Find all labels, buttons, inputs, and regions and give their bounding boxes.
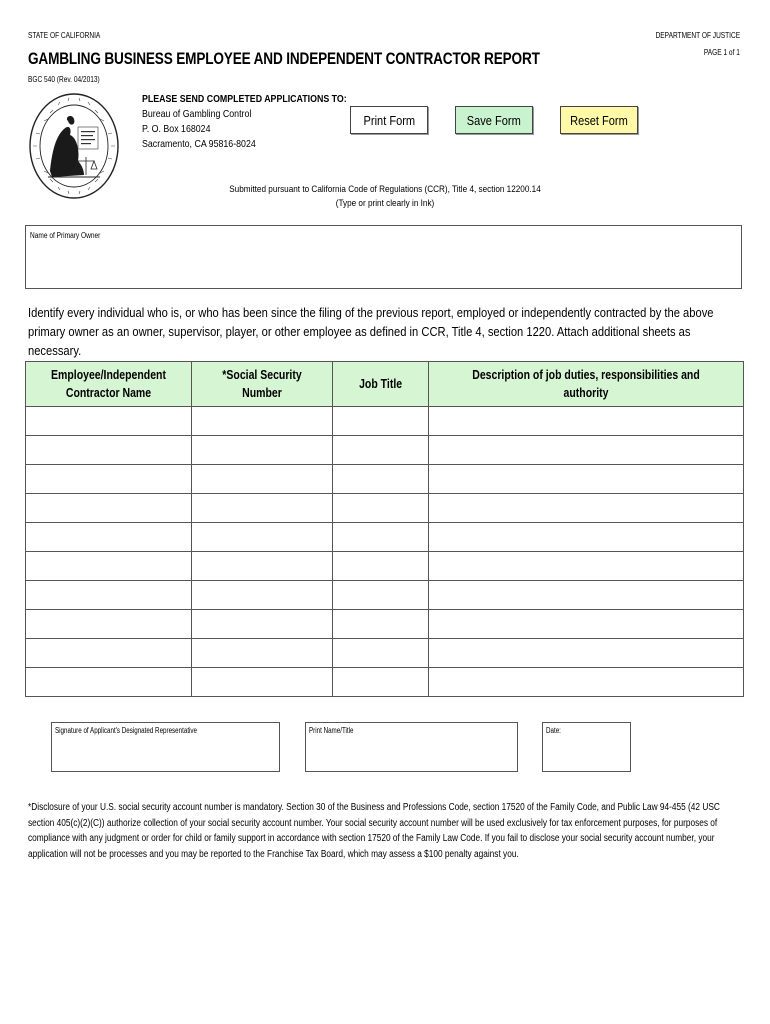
description-cell[interactable]	[429, 581, 744, 610]
description-cell[interactable]	[429, 436, 744, 465]
table-row	[26, 494, 744, 523]
date-field[interactable]	[542, 722, 631, 772]
name-cell[interactable]	[26, 494, 192, 523]
description-cell[interactable]	[429, 639, 744, 668]
ssn-cell[interactable]	[192, 465, 333, 494]
mailing-line-3: Sacramento, CA 95816-8024	[142, 138, 256, 150]
job-title-cell[interactable]	[333, 668, 429, 697]
ssn-disclosure-text: *Disclosure of your U.S. social security account number is mandatory. Section 30 of the Business and Professions Code, section 17520 of the Family Code, and Public Law 94-455 (42 USC section 405(c)(2)(C)) authorize collection of your social security account number. Your social security account number will be used exclusively for tax enforcement purposes, for purposes of compliance with any judgment or order for child or family support in accordance with section 17520 of the Family Law Code. If you fail to disclose your social security account number, your application will not be processes and you may be reported to the Franchise Tax Board, which may assess a $100 penalty against you.	[28, 802, 720, 860]
table-header-row	[26, 362, 744, 407]
name-cell[interactable]	[26, 465, 192, 494]
save-form-label: Save Form	[466, 112, 522, 128]
pursuant-line-2: (Type or print clearly in Ink)	[335, 198, 435, 209]
name-cell[interactable]	[26, 610, 192, 639]
print-form-label: Print Form	[363, 112, 415, 128]
table-row	[26, 610, 744, 639]
description-cell[interactable]	[429, 465, 744, 494]
reset-form-button[interactable]	[560, 106, 638, 134]
column-header-description: Description of job duties, responsibilities and authority	[429, 362, 744, 407]
ssn-cell[interactable]	[192, 436, 333, 465]
name-cell[interactable]	[26, 523, 192, 552]
table-row	[26, 581, 744, 610]
state-label: STATE OF CALIFORNIA	[28, 31, 101, 40]
column-header-job-title: Job Title	[333, 362, 429, 407]
ssn-cell[interactable]	[192, 639, 333, 668]
ssn-cell[interactable]	[192, 407, 333, 436]
job-title-cell[interactable]	[333, 581, 429, 610]
job-title-cell[interactable]	[333, 610, 429, 639]
page-number: PAGE 1 of 1	[704, 48, 740, 57]
job-title-cell[interactable]	[333, 436, 429, 465]
pursuant-line-1: Submitted pursuant to California Code of Regulations (CCR), Title 4, section 12200.14	[229, 184, 541, 195]
name-cell[interactable]	[26, 407, 192, 436]
mailing-heading: PLEASE SEND COMPLETED APPLICATIONS TO:	[142, 93, 347, 105]
job-title-cell[interactable]	[333, 552, 429, 581]
save-form-button[interactable]	[455, 106, 533, 134]
reset-form-label: Reset Form	[570, 112, 628, 128]
employee-table	[25, 361, 744, 697]
signature-field[interactable]	[51, 722, 280, 772]
table-row	[26, 523, 744, 552]
ssn-cell[interactable]	[192, 552, 333, 581]
ssn-cell[interactable]	[192, 610, 333, 639]
date-label: Date:	[546, 726, 561, 735]
column-header-name: Employee/Independent Contractor Name	[26, 362, 192, 407]
mailing-address	[142, 92, 347, 152]
table-row	[26, 668, 744, 697]
pursuant-note	[0, 183, 770, 211]
mailing-line-2: P. O. Box 168024	[142, 123, 211, 135]
ssn-cell[interactable]	[192, 523, 333, 552]
primary-owner-field[interactable]	[25, 225, 742, 289]
job-title-cell[interactable]	[333, 407, 429, 436]
description-cell[interactable]	[429, 668, 744, 697]
table-row	[26, 407, 744, 436]
description-cell[interactable]	[429, 523, 744, 552]
description-cell[interactable]	[429, 494, 744, 523]
table-row	[26, 436, 744, 465]
table-row	[26, 552, 744, 581]
signature-label: Signature of Applicant's Designated Representative	[55, 726, 198, 735]
job-title-cell[interactable]	[333, 639, 429, 668]
table-row	[26, 465, 744, 494]
table-row	[26, 639, 744, 668]
job-title-cell[interactable]	[333, 465, 429, 494]
primary-owner-label: Name of Primary Owner	[30, 231, 101, 240]
name-cell[interactable]	[26, 639, 192, 668]
column-header-ssn: *Social Security Number	[192, 362, 333, 407]
print-name-title-label: Print Name/Title	[309, 726, 354, 735]
name-cell[interactable]	[26, 552, 192, 581]
description-cell[interactable]	[429, 610, 744, 639]
name-cell[interactable]	[26, 581, 192, 610]
job-title-cell[interactable]	[333, 523, 429, 552]
ssn-cell[interactable]	[192, 581, 333, 610]
instructions-text: Identify every individual who is, or who has been since the filing of the previous report, employed or independently contracted by the above primary owner as an owner, supervisor, player, or other employee as defined in CCR, Title 4, section 1220. Attach additional sheets as necessary.	[28, 305, 714, 358]
ssn-cell[interactable]	[192, 668, 333, 697]
name-cell[interactable]	[26, 668, 192, 697]
form-number: BGC 540 (Rev. 04/2013)	[28, 75, 100, 84]
print-name-title-field[interactable]	[305, 722, 518, 772]
print-form-button[interactable]	[350, 106, 428, 134]
page-title: GAMBLING BUSINESS EMPLOYEE AND INDEPENDENT CONTRACTOR REPORT	[28, 49, 540, 68]
ssn-cell[interactable]	[192, 494, 333, 523]
department-label: DEPARTMENT OF JUSTICE	[655, 31, 740, 40]
description-cell[interactable]	[429, 552, 744, 581]
description-cell[interactable]	[429, 407, 744, 436]
mailing-line-1: Bureau of Gambling Control	[142, 108, 252, 120]
job-title-cell[interactable]	[333, 494, 429, 523]
name-cell[interactable]	[26, 436, 192, 465]
